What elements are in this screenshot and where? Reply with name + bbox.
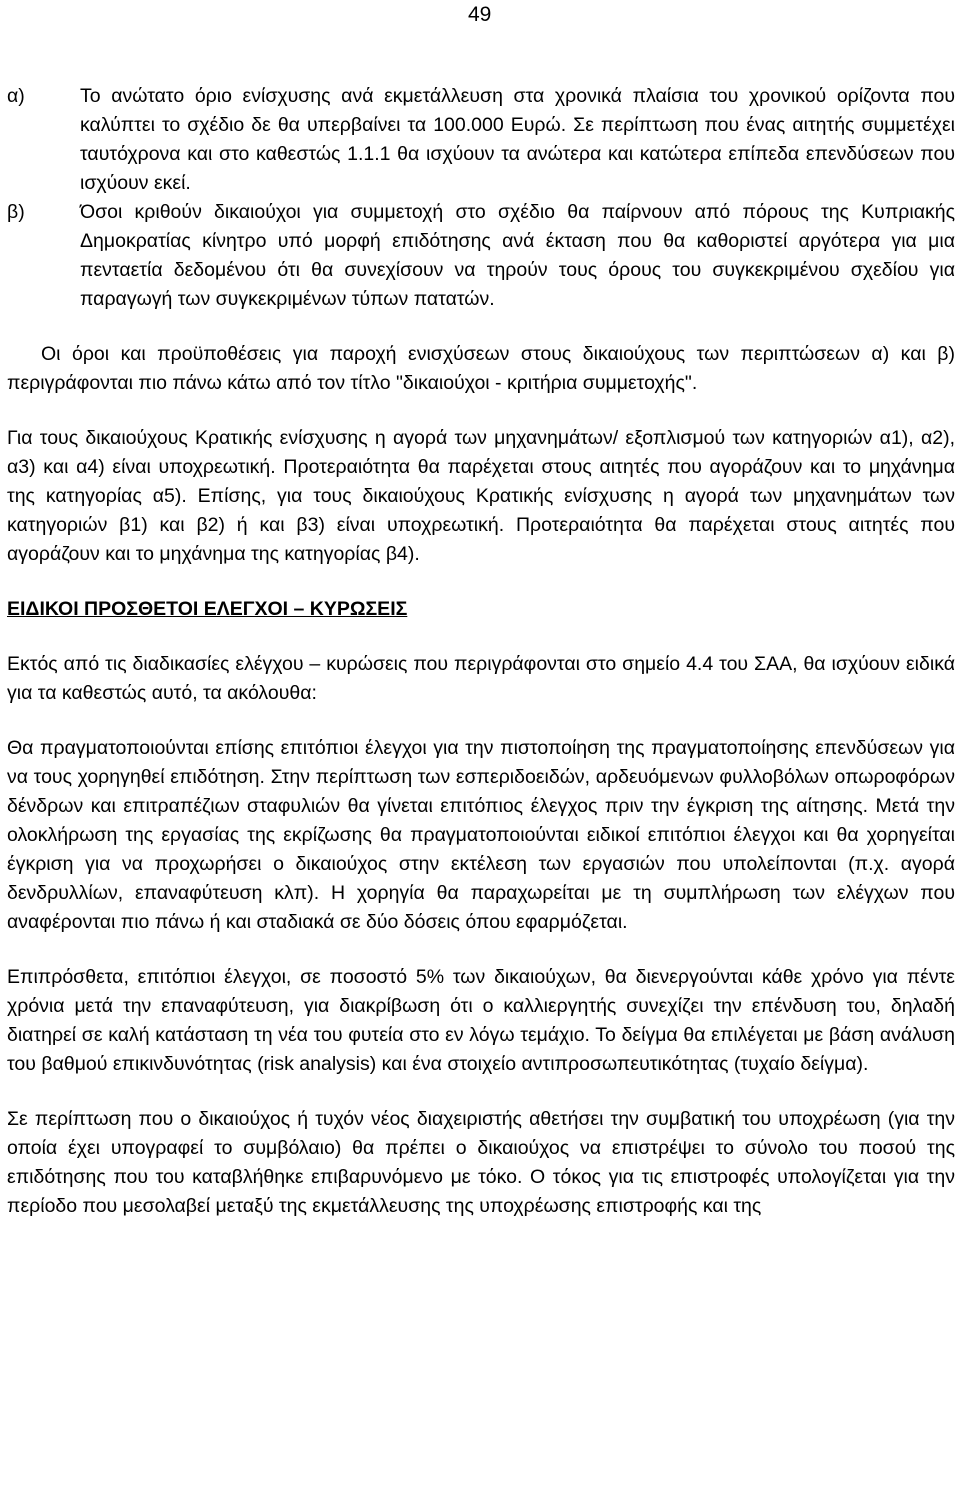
list-marker-a: α) xyxy=(7,85,25,107)
paragraph-equipment: Για τους δικαιούχους Κρατικής ενίσχυσης η αγορά των μηχανημάτων/ εξοπλισμού των κατηγοριών α1), α2), α3) και α4) είναι υποχρεωτική. Προτεραιότητα θα παρέχεται στους αιτητές που αγοράζουν και το μηχάνημα της κατηγορίας α5). Επίσης, για τους δικαιούχους Κρατικής ενίσχυσης η αγορά των μηχανημάτων των κατηγοριών β1) και β2) ή και β3) είναι υποχρεωτική. Προτεραιότητα θα παρέχεται στους αιτητές που αγοράζουν και το μηχάνημα της κατηγορίας β4). xyxy=(7,427,955,565)
section-heading: ΕΙΔΙΚΟΙ ΠΡΟΣΘΕΤΟΙ ΕΛΕΓΧΟΙ – ΚΥΡΩΣΕΙΣ xyxy=(7,598,408,620)
paragraph-on-site-checks: Θα πραγματοποιούνται επίσης επιτόπιοι έλεγχοι για την πιστοποίηση της πραγματοποίησης επενδύσεων για να τους χορηγηθεί επιδότηση. Στην περίπτωση των εσπεριδοειδών, αρδευόμενων φυλλοβόλων οπωροφόρων δένδρων και επιτραπέζιων σταφυλιών θα γίνεται επιτόπιος έλεγχος πριν την έγκριση της αίτησης. Μετά την ολοκλήρωση της εργασίας της εκρίζωσης θα πραγματοποιούνται ειδικοί επιτόπιοι έλεγχοι και θα χορηγείται έγκριση για να προχωρήσει ο δικαιούχος στην εκτέλεση των εργασιών που υπολείπονται (π.χ. αγορά δενδρυλλίων, επαναφύτευση κλπ). Η χορηγία θα παραχωρείται με τη συμπλήρωση των ελέγχων που αναφέρονται πιο πάνω ή και σταδιακά σε δύο δόσεις όπου εφαρμόζεται. xyxy=(7,737,955,933)
page-number: 49 xyxy=(468,3,492,26)
list-text-a: Το ανώτατο όριο ενίσχυσης ανά εκμετάλλευση στα χρονικά πλαίσια του χρονικού ορίζοντα που καλύπτει το σχέδιο δε θα υπερβαίνει τα 100.000 Ευρώ. Σε περίπτωση που ένας αιτητής συμμετέχει ταυτόχρονα και στο καθεστώς 1.1.1 θα ισχύουν τα ανώτερα και κατώτερα επίπεδα επενδύσεων που ισχύουν εκεί. xyxy=(80,85,955,194)
document-body xyxy=(7,82,955,1221)
list-item-a xyxy=(7,82,955,198)
list-marker-b: β) xyxy=(7,201,25,223)
list-item-b xyxy=(7,198,955,314)
paragraph-controls-intro: Εκτός από τις διαδικασίες ελέγχου – κυρώσεις που περιγράφονται στο σημείο 4.4 του ΣΑΑ, θα ισχύουν ειδικά για τα καθεστώς αυτό, τα ακόλουθα: xyxy=(7,653,955,704)
paragraph-repayment: Σε περίπτωση που ο δικαιούχος ή τυχόν νέος διαχειριστής αθετήσει την συμβατική του υποχρέωση (για την οποία έχει υπογραφεί το συμβόλαιο) θα πρέπει ο δικαιούχος να επιστρέψει το σύνολο του ποσού της επιδότησης που του καταβλήθηκε επιβαρυνόμενο με τόκο. Ο τόκος για τις επιστροφές υπολογίζεται για την περίοδο που μεσολαβεί μεταξύ της εκμετάλλευσης της υποχρέωσης επιστροφής και της xyxy=(7,1108,955,1217)
paragraph-conditions: Οι όροι και προϋποθέσεις για παροχή ενισχύσεων στους δικαιούχους των περιπτώσεων α) και β) περιγράφονται πιο πάνω κάτω από τον τίτλο "δικαιούχοι - κριτήρια συμμετοχής". xyxy=(7,343,955,394)
paragraph-sample-checks: Επιπρόσθετα, επιτόπιοι έλεγχοι, σε ποσοστό 5% των δικαιούχων, θα διενεργούνται κάθε χρόνο για πέντε χρόνια μετά την επαναφύτευση, για διακρίβωση ότι ο καλλιεργητής συνεχίζει την επένδυση του, δηλαδή διατηρεί σε καλή κατάσταση τη νέα του φυτεία στο εν λόγω τεμάχιο. Το δείγμα θα επιλέγεται με βάση ανάλυση του βαθμού επικινδυνότητας (risk analysis) και ένα στοιχείο αντιπροσωπευτικότητας (τυχαίο δείγμα). xyxy=(7,966,955,1075)
list-text-b: Όσοι κριθούν δικαιούχοι για συμμετοχή στο σχέδιο θα παίρνουν από πόρους της Κυπριακής Δημοκρατίας κίνητρο υπό μορφή επιδότησης ανά έκταση που θα καθοριστεί αργότερα για μια πενταετία δεδομένου ότι θα συνεχίσουν να τηρούν τους όρους του συγκεκριμένου σχεδίου για παραγωγή των συγκεκριμένων τύπων πατατών. xyxy=(80,201,955,310)
